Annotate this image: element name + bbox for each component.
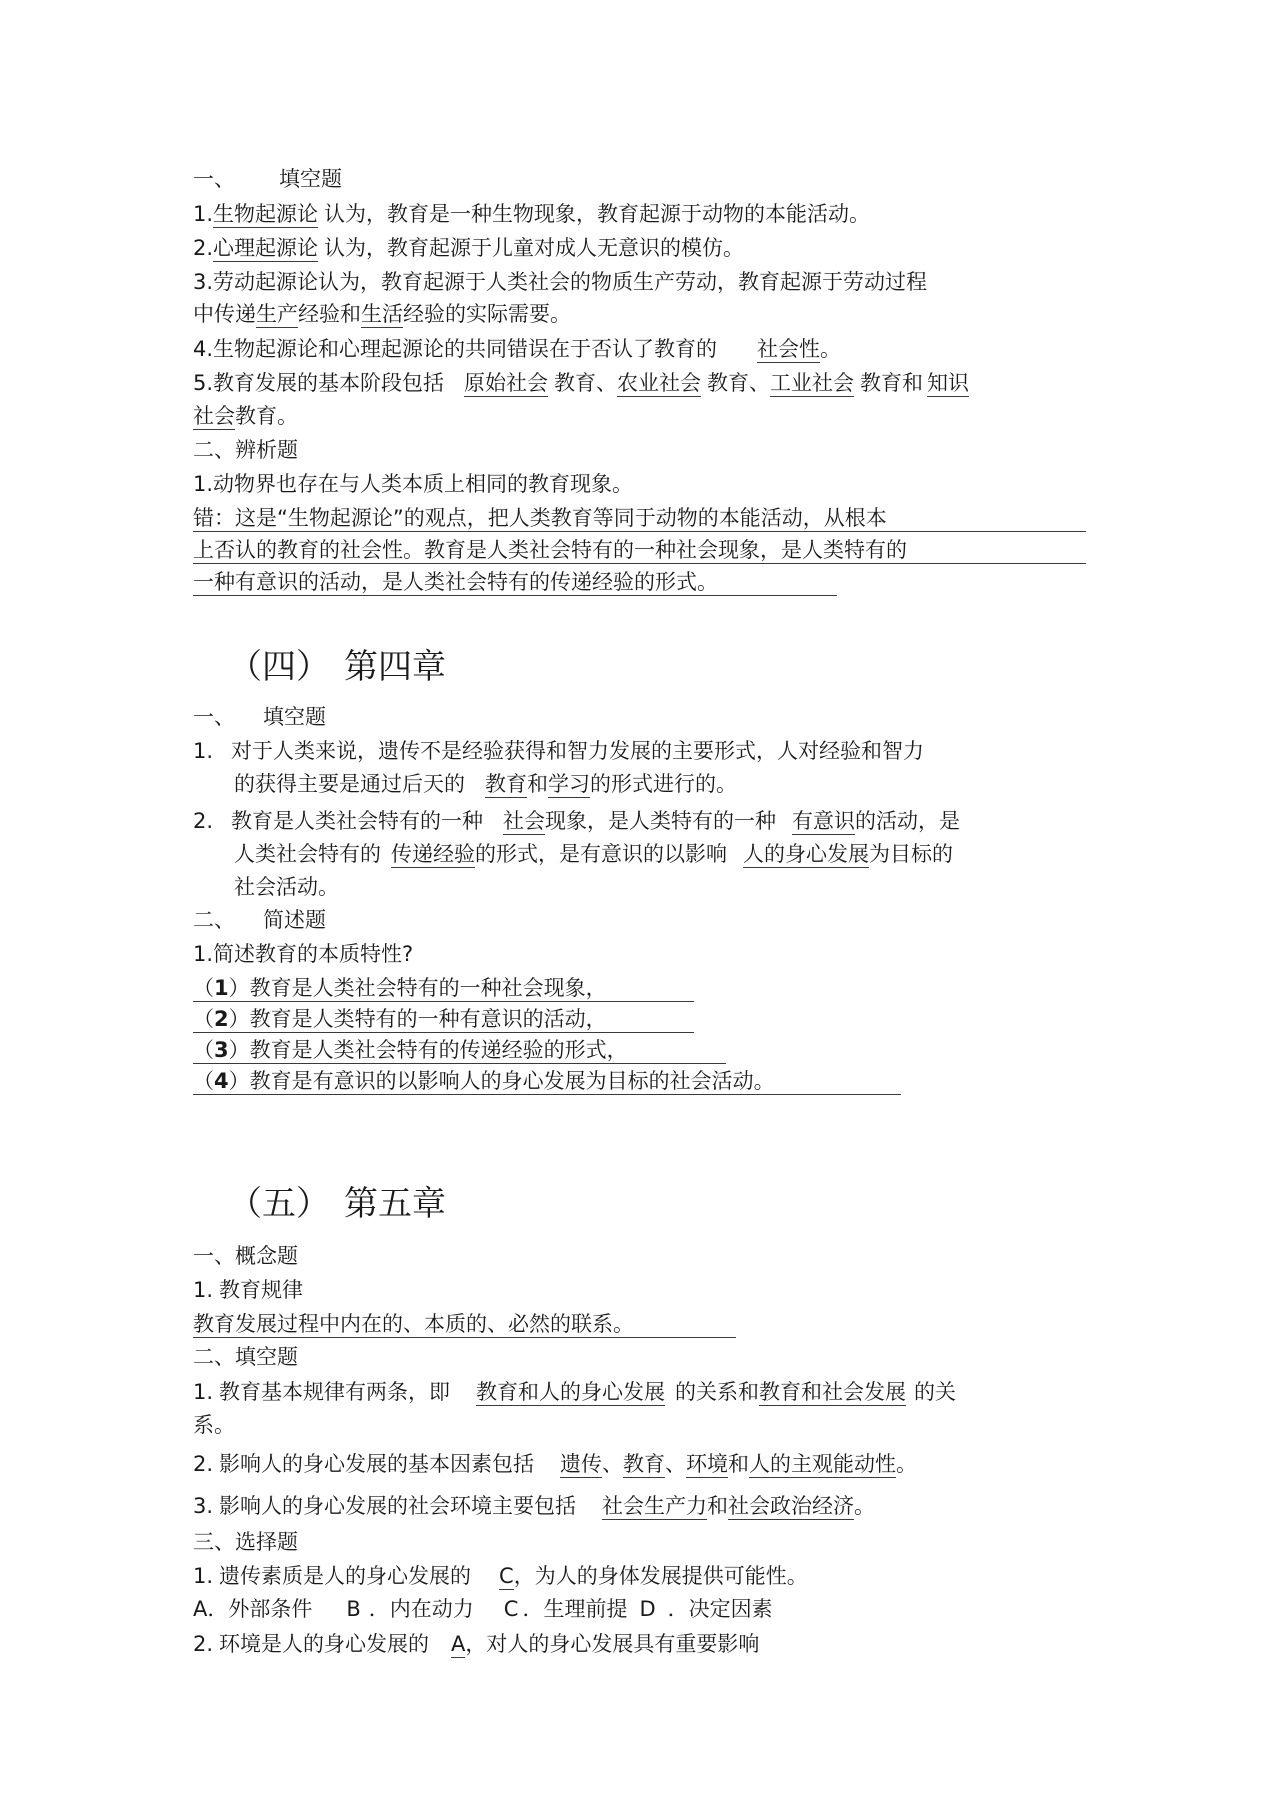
- answer: 社会性: [757, 337, 821, 361]
- item-number: 4: [214, 1069, 229, 1093]
- question-text: 教育。: [235, 404, 298, 428]
- punctuation: 和: [728, 1452, 750, 1476]
- concept-question-1: [193, 1277, 303, 1303]
- question-text: 和: [707, 1494, 729, 1518]
- item-number: 1: [214, 976, 229, 1000]
- fill-question-3: [193, 269, 927, 295]
- question-text: 经验的实际需要。: [403, 302, 571, 326]
- answer: 社会: [503, 809, 546, 833]
- answer: 有意识: [792, 809, 856, 833]
- fill-question-1-line-2: [193, 1412, 235, 1438]
- choice-question-1: [193, 1563, 808, 1589]
- chapter-title: 第四章: [344, 647, 446, 687]
- paren: （: [193, 1007, 214, 1031]
- answer: 农业社会: [617, 371, 702, 395]
- question-text: 经验和: [298, 302, 361, 326]
- answer: 社会政治经济: [728, 1494, 855, 1518]
- answer: 人的主观能动性: [749, 1452, 897, 1476]
- answer-line: [193, 975, 607, 1001]
- option-letter: A: [193, 1597, 208, 1621]
- question-number: 2.: [193, 236, 214, 260]
- answer-line: [193, 569, 718, 595]
- question-text: 的形式，是有意识的以影响: [475, 842, 727, 866]
- option-letter: C: [503, 1597, 519, 1621]
- fill-question-1: [193, 201, 870, 227]
- answer-text: 教育是人类社会特有的传递经验的形式，: [249, 1038, 628, 1062]
- answer-text: 教育发展过程中内在的、本质的、必然的联系。: [193, 1312, 634, 1336]
- question-number: 3.: [193, 1494, 214, 1518]
- paren: ）: [228, 1007, 250, 1031]
- section-heading: [193, 166, 342, 192]
- punctuation: 。: [820, 337, 842, 361]
- fill-question-3-line-2: [193, 301, 571, 327]
- chapter-title: 第五章: [344, 1184, 446, 1224]
- discuss-question-1: [193, 471, 633, 497]
- question-text: ，为人的身体发展提供可能性。: [513, 1564, 808, 1588]
- fill-question-2-line-2: [234, 841, 953, 867]
- underline: [193, 1094, 901, 1095]
- underline: [193, 531, 1086, 532]
- punctuation: 、: [665, 1452, 687, 1476]
- question-text: 认为，教育起源于儿童对成人无意识的模仿。: [324, 236, 745, 260]
- answer: 知识: [927, 371, 970, 395]
- section-heading: [193, 704, 326, 730]
- section-heading: [193, 1529, 298, 1555]
- question-text: ，对人的身心发展具有重要影响: [465, 1632, 760, 1656]
- answer: 生物起源论: [213, 202, 319, 226]
- question-number: 2.: [193, 1632, 214, 1656]
- item-number: 2: [214, 1007, 229, 1031]
- fill-question-1: [193, 738, 924, 764]
- short-question-1: [193, 941, 413, 967]
- answer: 教育和社会发展: [759, 1380, 907, 1404]
- punctuation: 。: [896, 1452, 918, 1476]
- question-number: 4.: [193, 337, 214, 361]
- question-text: 教育和: [860, 371, 924, 395]
- paren: ）: [228, 1069, 250, 1093]
- answer-line: [193, 1068, 775, 1094]
- question-text: 教育、: [554, 371, 618, 395]
- answer-text: 教育是人类特有的一种有意识的活动，: [249, 1007, 607, 1031]
- punctuation: 。: [854, 1494, 876, 1518]
- question-text: 的获得主要是通过后天的: [234, 772, 465, 796]
- question-text: 现象，是人类特有的一种: [545, 809, 777, 833]
- underline: [193, 1001, 694, 1002]
- question-number: 1.: [193, 739, 214, 763]
- question-number: 1.: [193, 202, 214, 226]
- option-letter: B: [346, 1597, 361, 1621]
- paren: ）: [228, 1038, 250, 1062]
- question-number: 2.: [193, 809, 214, 833]
- underline: [193, 1032, 694, 1033]
- fill-question-2: [193, 1451, 917, 1477]
- question-text: 社会活动。: [234, 875, 339, 899]
- question-text: 的形式进行的。: [590, 772, 737, 796]
- section-title: 二、填空题: [193, 1345, 298, 1369]
- option-text: ．生理前提: [522, 1597, 628, 1621]
- question-number: 2.: [193, 1452, 214, 1476]
- underline: [193, 563, 1086, 564]
- answer-line: [193, 1006, 607, 1032]
- option-text: ．内在动力: [368, 1597, 474, 1621]
- answer: 遗传: [560, 1452, 603, 1476]
- answer: 社会生产力: [602, 1494, 708, 1518]
- question-text: 为目标的: [869, 842, 953, 866]
- section-heading: [193, 437, 298, 463]
- answer: 学习: [548, 772, 590, 796]
- paren: （: [193, 976, 214, 1000]
- underline: [193, 1337, 736, 1338]
- section-title: 二、辨析题: [193, 438, 298, 462]
- section-number: 一、: [193, 705, 235, 729]
- section-title: 一、概念题: [193, 1244, 298, 1268]
- answer: 教育: [485, 772, 527, 796]
- question-number: 1.: [193, 1564, 214, 1588]
- option-text: ．外部条件: [207, 1597, 313, 1621]
- answer-line: [193, 1311, 634, 1337]
- chapter-number: （四）: [228, 647, 330, 687]
- option-letter: D: [639, 1597, 656, 1621]
- question-text: 教育是人类社会特有的一种: [231, 809, 484, 833]
- section-heading: [193, 1243, 298, 1269]
- chapter-number: （五）: [228, 1184, 330, 1224]
- question-text: 认为，教育是一种生物现象，教育起源于动物的本能活动。: [324, 202, 871, 226]
- answer-text: 教育是有意识的以影响人的身心发展为目标的社会活动。: [249, 1069, 775, 1093]
- question-text: 和: [527, 772, 548, 796]
- question-text: 中传递: [193, 302, 256, 326]
- answer-text: 教育是人类社会特有的一种社会现象，: [249, 976, 607, 1000]
- question-text: 简述教育的本质特性?: [213, 942, 414, 966]
- question-number: 3.: [193, 270, 214, 294]
- answer: 心理起源论: [213, 236, 319, 260]
- underline: [193, 1063, 726, 1064]
- answer-text: 错：这是“生物起源论”的观点，把人类教育等同于动物的本能活动，从根本: [193, 506, 887, 530]
- fill-question-3: [193, 1493, 875, 1519]
- answer: 传递经验: [391, 842, 475, 866]
- fill-question-5-line-2: [193, 403, 298, 429]
- fill-question-4: [193, 336, 841, 362]
- answer-line: [193, 505, 887, 531]
- question-text: 人类社会特有的: [234, 842, 381, 866]
- answer: 工业社会: [770, 371, 855, 395]
- section-heading: [193, 1344, 298, 1370]
- choice-options: [193, 1596, 773, 1622]
- question-text: 教育、: [707, 371, 771, 395]
- section-title: 简述题: [263, 908, 326, 932]
- answer-line: [193, 1037, 628, 1063]
- section-title: 三、选择题: [193, 1530, 298, 1554]
- question-text: 系。: [193, 1413, 235, 1437]
- answer: 生产: [256, 302, 298, 326]
- answer: 生活: [361, 302, 403, 326]
- fill-question-2-line-3: [234, 874, 339, 900]
- question-text: 教育基本规律有两条，即: [219, 1380, 451, 1404]
- question-text: 的活动，是: [855, 809, 961, 833]
- question-text: 遗传素质是人的身心发展的: [219, 1564, 472, 1588]
- question-number: 1.: [193, 1278, 214, 1302]
- question-number: 1.: [193, 1380, 214, 1404]
- answer: 教育和人的身心发展: [476, 1380, 666, 1404]
- question-text: 生物起源论和心理起源论的共同错误在于否认了教育的: [213, 337, 718, 361]
- item-number: 3: [214, 1038, 229, 1062]
- answer-line: [193, 537, 907, 563]
- question-number: 1.: [193, 942, 214, 966]
- punctuation: 、: [602, 1452, 624, 1476]
- choice-question-2: [193, 1631, 759, 1657]
- answer: 环境: [686, 1452, 729, 1476]
- section-heading: [193, 907, 326, 933]
- answer: 人的身心发展: [743, 842, 869, 866]
- underline: [193, 595, 837, 596]
- answer-text: 一种有意识的活动，是人类社会特有的传递经验的形式。: [193, 570, 718, 594]
- question-number: 1.: [193, 472, 214, 496]
- fill-question-1: [193, 1379, 956, 1405]
- paren: （: [193, 1069, 214, 1093]
- question-text: 教育发展的基本阶段包括: [213, 371, 445, 395]
- question-text: 对于人类来说，遗传不是经验获得和智力发展的主要形式，人对经验和智力: [231, 739, 925, 763]
- paren: ）: [228, 976, 250, 1000]
- answer: 教育: [623, 1452, 666, 1476]
- chapter-heading: [228, 1184, 446, 1224]
- fill-question-2: [193, 235, 744, 261]
- option-text: ．决定因素: [667, 1597, 773, 1621]
- question-text: 劳动起源论认为，教育起源于人类社会的物质生产劳动，教育起源于劳动过程: [213, 270, 928, 294]
- section-number: 二、: [193, 908, 235, 932]
- chapter-heading: [228, 647, 446, 687]
- question-number: 5.: [193, 371, 214, 395]
- answer: 原始社会: [464, 371, 549, 395]
- answer-text: 上否认的教育的社会性。教育是人类社会特有的一种社会现象，是人类特有的: [193, 538, 907, 562]
- question-text: 影响人的身心发展的社会环境主要包括: [219, 1494, 577, 1518]
- section-title: 填空题: [263, 705, 326, 729]
- paren: （: [193, 1038, 214, 1062]
- question-text: 动物界也存在与人类本质上相同的教育现象。: [213, 472, 634, 496]
- answer: A: [451, 1632, 466, 1656]
- question-text: 的关系和: [675, 1380, 760, 1404]
- fill-question-1-line-2: [234, 771, 737, 797]
- question-text: 教育规律: [219, 1278, 304, 1302]
- question-text: 影响人的身心发展的基本因素包括: [219, 1452, 535, 1476]
- question-text: 的关: [914, 1380, 957, 1404]
- answer: C: [499, 1564, 514, 1588]
- fill-question-5: [193, 370, 969, 396]
- fill-question-2: [193, 808, 960, 834]
- section-number: 一、: [193, 167, 235, 191]
- answer: 社会: [193, 404, 235, 428]
- section-title: 填空题: [279, 167, 342, 191]
- question-text: 环境是人的身心发展的: [219, 1632, 430, 1656]
